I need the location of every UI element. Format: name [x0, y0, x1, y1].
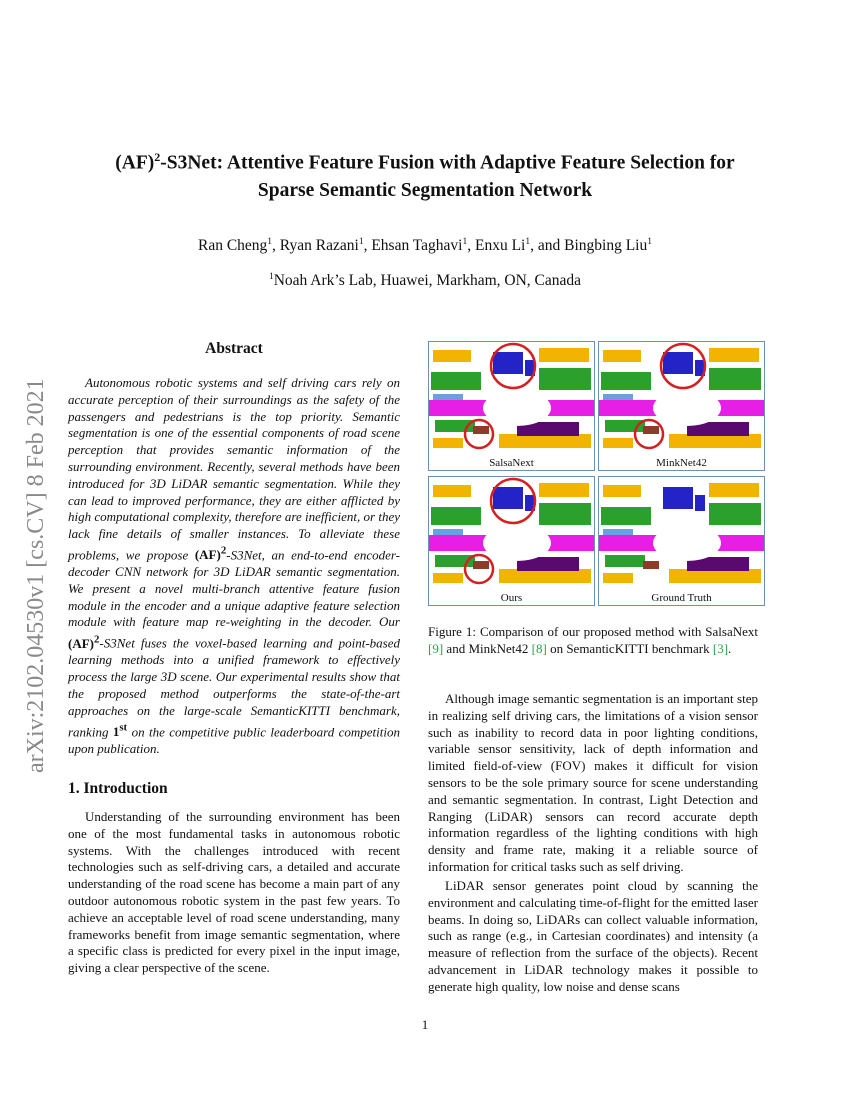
title-line2: Sparse Semantic Segmentation Network: [257, 179, 593, 201]
author-affil-sup: 1: [267, 237, 273, 247]
panel-label: SalsaNext: [489, 457, 534, 469]
building-region: [499, 434, 591, 448]
building-region: [603, 438, 633, 448]
rank-number: 1: [112, 723, 120, 739]
author-affil-sup: 1: [647, 237, 652, 247]
car-region: [493, 352, 523, 374]
page-number: 1: [421, 1017, 429, 1032]
pole-region: [603, 529, 633, 535]
panel-label: Ours: [500, 592, 523, 604]
author-name: Ran Cheng: [197, 237, 268, 255]
vegetation-region: [431, 507, 481, 525]
building-region: [669, 569, 761, 583]
vegetation-region: [605, 555, 645, 567]
caption-text: and MinkNet42: [443, 640, 532, 656]
segmentation-scene: [599, 477, 764, 605]
af-sup: 2: [94, 633, 100, 646]
title-af: (AF): [115, 152, 155, 174]
abstract-heading: Abstract: [205, 340, 263, 357]
vegetation-region: [539, 368, 591, 390]
author-name: Bingbing Liu: [564, 237, 648, 255]
vegetation-region: [709, 368, 761, 390]
building-region: [603, 485, 641, 497]
building-region: [539, 483, 589, 497]
building-region: [539, 348, 589, 362]
building-region: [709, 483, 759, 497]
car-region: [493, 487, 523, 509]
author-sep: ,: [363, 237, 372, 255]
abstract-part2: -S3Net, an end-to-end encoder-decoder CNN network for 3D LiDAR semantic segmentation. We present a novel multi-branch attentive feature fusion module in the encoder and a unique adaptive feature selection module with feature map re-weighting in the decoder. Our: [68, 547, 400, 630]
car-region: [663, 487, 693, 509]
trunk-region: [643, 426, 659, 434]
abstract-af: [194, 544, 227, 563]
author-name: Ryan Razani: [279, 237, 359, 255]
ego-region: [653, 525, 721, 561]
rank-value: [112, 721, 128, 739]
pole-region: [603, 394, 633, 400]
citation-link[interactable]: [8]: [531, 640, 547, 656]
vegetation-region: [431, 372, 481, 390]
author-name: Ehsan Taghavi: [371, 237, 463, 255]
vegetation-region: [709, 503, 761, 525]
author-list: [70, 237, 780, 255]
abstract-af: [68, 633, 100, 651]
intro-paragraph: Understanding of the surrounding environment has been one of the most fundamental tasks in autonomous robotic systems. With the challenges introduced with recent technologies such as self-driving cars, a detailed and accurate understanding of the road scene has become a main part of any outdoor autonomous robotic system in the past few years. To achieve an acceptable level of road scene understanding, many frameworks benefit from image semantic segmentation, where a specific class is predicted for every pixel in the input image, giving a clear perspective of the scene.: [68, 809, 400, 976]
ego-region: [483, 525, 551, 561]
section-heading-introduction: 1. Introduction: [68, 780, 168, 797]
abstract-part3: -S3Net fuses the voxel-based learning and point-based learning methods into a unified framework to effectively process the large 3D scene. Our experimental results show that the proposed method outperforms the state-of-the-art approaches on the large-scale SemanticKITTI benchmark, ranking: [68, 635, 400, 739]
citation-link[interactable]: [3]: [712, 640, 729, 656]
author-name: Enxu Li: [475, 237, 526, 255]
figure-panel-minknet42: [598, 341, 765, 471]
caption-text: on SemanticKITTI benchmark: [546, 640, 713, 656]
author-sep: ,: [272, 237, 280, 255]
caption-prefix: Figure 1:: [428, 624, 477, 639]
figure-panel-salsanext: [428, 341, 595, 471]
author-sep: ,: [467, 237, 475, 255]
vegetation-region: [601, 372, 651, 390]
ego-region: [483, 390, 551, 426]
building-region: [669, 434, 761, 448]
citation-link[interactable]: [9]: [428, 640, 444, 656]
abstract-text: [68, 375, 400, 758]
figure-caption: [428, 624, 758, 658]
segmentation-scene: [429, 477, 594, 605]
segmentation-scene: [429, 342, 594, 470]
building-region: [433, 438, 463, 448]
trunk-region: [473, 561, 489, 569]
abstract-part4: on the competitive public leaderboard competition upon publication.: [68, 723, 400, 756]
vegetation-region: [601, 507, 651, 525]
figure-1: [428, 341, 766, 609]
title-line1: -S3Net: Attentive Feature Fusion with Adaptive Feature Selection for: [160, 152, 735, 174]
arxiv-identifier: [10, 300, 54, 775]
building-region: [603, 350, 641, 362]
arxiv-id-text: arXiv:2102.04530v1 [cs.CV] 8 Feb 2021: [23, 378, 49, 773]
title-sup: 2: [154, 150, 161, 164]
author-sep: , and: [530, 237, 565, 255]
body-paragraph: LiDAR sensor generates point cloud by scanning the environment and calculating time-of-flight for the emitted laser beams. In doing so, LiDARs can collect valuable information, such as range (e.g., in Cartesian coordinates) and intensity (a measure of reflection from the surface of the objects). Recent advancement in LiDAR technology makes it possible to generate high quality, low noise and dense scans: [428, 878, 758, 994]
building-region: [499, 569, 591, 583]
affiliation: [70, 272, 780, 290]
pole-region: [433, 394, 463, 400]
building-region: [433, 350, 471, 362]
car-region: [695, 495, 705, 511]
car-region: [663, 352, 693, 374]
body-paragraph: Although image semantic segmentation is an important step in realizing self driving cars, the limitations of a vision sensor such as inability to record data in poor lighting conditions, variable sensor sensitivity, lack of depth information and limited field-of-view (FOV) makes it difficult for vision sensors to be the sole primary source for scene understanding and semantic segmentation. In contrast, Light Detection and Ranging (LiDAR) sensors can record accurate depth information regardless of the lighting conditions with high density and frame rate, making it a reliable source of information for critical tasks such as self driving.: [428, 691, 758, 874]
figure-panel-ours: [428, 476, 595, 606]
affiliation-text: Noah Ark’s Lab, Huawei, Markham, ON, Canada: [273, 272, 582, 290]
segmentation-scene: [599, 342, 764, 470]
rank-sup: st: [119, 721, 128, 734]
author-affil-sup: 1: [462, 237, 468, 247]
building-region: [709, 348, 759, 362]
vegetation-region: [539, 503, 591, 525]
author-affil-sup: 1: [358, 237, 364, 247]
trunk-region: [643, 561, 659, 569]
building-region: [433, 573, 463, 583]
figure-panel-ground-truth: [598, 476, 765, 606]
caption-text: Comparison of our proposed method with SalsaNext: [476, 624, 758, 639]
caption-text: .: [728, 640, 732, 656]
building-region: [603, 573, 633, 583]
af-text: (AF): [68, 635, 94, 651]
paper-title: [70, 144, 780, 204]
trunk-region: [473, 426, 489, 434]
abstract-part1: Autonomous robotic systems and self driving cars rely on accurate perception of their surroundings as the safety of the passengers and pedestrians is the top priority. Semantic segmentation is one of the essential components of road scene perception that provides semantic information of the surrounding environment. Recently, several methods have been introduced for 3D LiDAR semantic segmentation. While they can lead to improved performance, they are either afflicted by high computational complexity, therefore are inefficient, or they lack fine details of smaller instances. To alleviate these problems, we propose: [68, 375, 400, 563]
panel-label: MinkNet42: [656, 457, 707, 469]
pole-region: [433, 529, 463, 535]
panel-label: Ground Truth: [651, 592, 712, 604]
affiliation-sup: 1: [268, 272, 274, 282]
building-region: [433, 485, 471, 497]
ego-region: [653, 390, 721, 426]
af-text: (AF): [194, 547, 221, 563]
af-sup: 2: [220, 544, 227, 557]
author-affil-sup: 1: [525, 237, 531, 247]
